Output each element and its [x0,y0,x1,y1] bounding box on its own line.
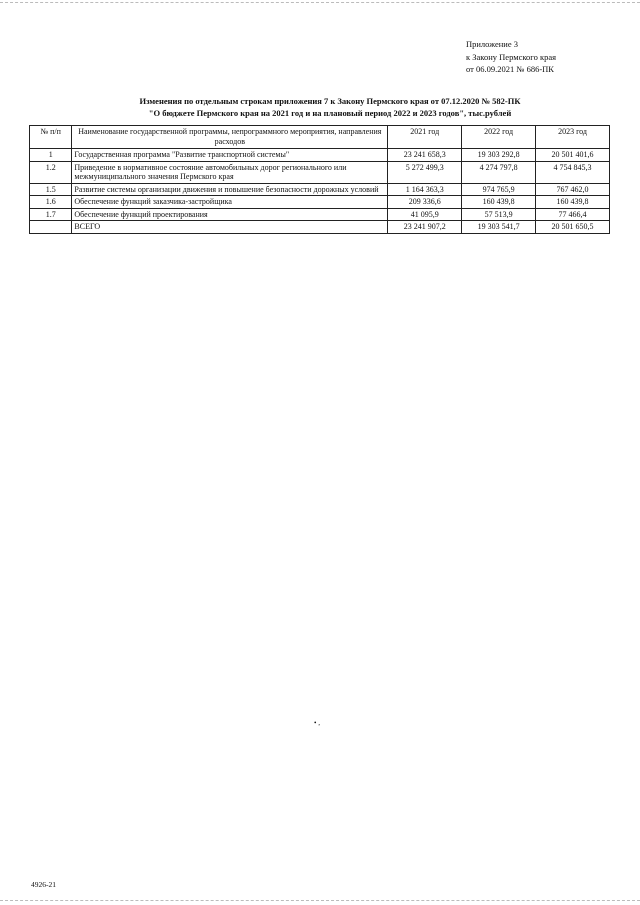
row-2021: 23 241 658,3 [388,149,462,162]
row-2022: 19 303 541,7 [462,221,536,234]
row-2023: 4 754 845,3 [536,161,610,183]
appendix-line-3: от 06.09.2021 № 686-ПК [466,64,554,74]
row-2023: 20 501 401,6 [536,149,610,162]
header-2021: 2021 год [388,126,462,149]
row-2021: 1 164 363,3 [388,183,462,196]
header-name: Наименование государственной программы, непрограммного мероприятия, направления расходов [72,126,388,149]
table-row [30,196,610,209]
row-2023: 160 439,8 [536,196,610,209]
table-total-row [30,221,610,234]
row-2021: 209 336,6 [388,196,462,209]
row-num: 1 [30,149,72,162]
header-2022: 2022 год [462,126,536,149]
header-2023: 2023 год [536,126,610,149]
scan-mark: • , [314,719,320,727]
header-num: № п/п [30,126,72,149]
budget-table [29,125,610,234]
row-2022: 57 513,9 [462,208,536,221]
row-2022: 160 439,8 [462,196,536,209]
row-2023: 20 501 650,5 [536,221,610,234]
row-2022: 974 765,9 [462,183,536,196]
row-num: 1.2 [30,161,72,183]
row-name: Приведение в нормативное состояние автомобильных дорог регионального или межмуниципального значения Пермского края [72,161,388,183]
row-2022: 19 303 292,8 [462,149,536,162]
scan-edge-top [0,2,640,3]
row-num [30,221,72,234]
appendix-note [466,38,556,76]
document-title [60,95,600,119]
row-2021: 5 272 499,3 [388,161,462,183]
row-2021: 41 095,9 [388,208,462,221]
table-row [30,183,610,196]
scan-edge-bottom [0,900,640,901]
appendix-line-1: Приложение 3 [466,39,518,49]
table-row [30,161,610,183]
title-line-1: Изменения по отдельным строкам приложения 7 к Закону Пермского края от 07.12.2020 № 582-ПК [139,96,521,106]
title-line-2: "О бюджете Пермского края на 2021 год и на плановый период 2022 и 2023 годов", тыс.рублей [148,108,512,118]
row-2021: 23 241 907,2 [388,221,462,234]
row-2022: 4 274 797,8 [462,161,536,183]
table-row [30,149,610,162]
row-num: 1.7 [30,208,72,221]
row-num: 1.5 [30,183,72,196]
table-row [30,208,610,221]
row-name: Обеспечение функций проектирования [72,208,388,221]
table-header-row [30,126,610,149]
row-2023: 77 466,4 [536,208,610,221]
row-name: ВСЕГО [72,221,388,234]
row-num: 1.6 [30,196,72,209]
footer-code: 4926-21 [31,880,56,889]
appendix-line-2: к Закону Пермского края [466,51,557,62]
row-name: Государственная программа "Развитие транспортной системы" [72,149,388,162]
row-2023: 767 462,0 [536,183,610,196]
row-name: Развитие системы организации движения и повышение безопасности дорожных условий [72,183,388,196]
row-name: Обеспечение функций заказчика-застройщика [72,196,388,209]
